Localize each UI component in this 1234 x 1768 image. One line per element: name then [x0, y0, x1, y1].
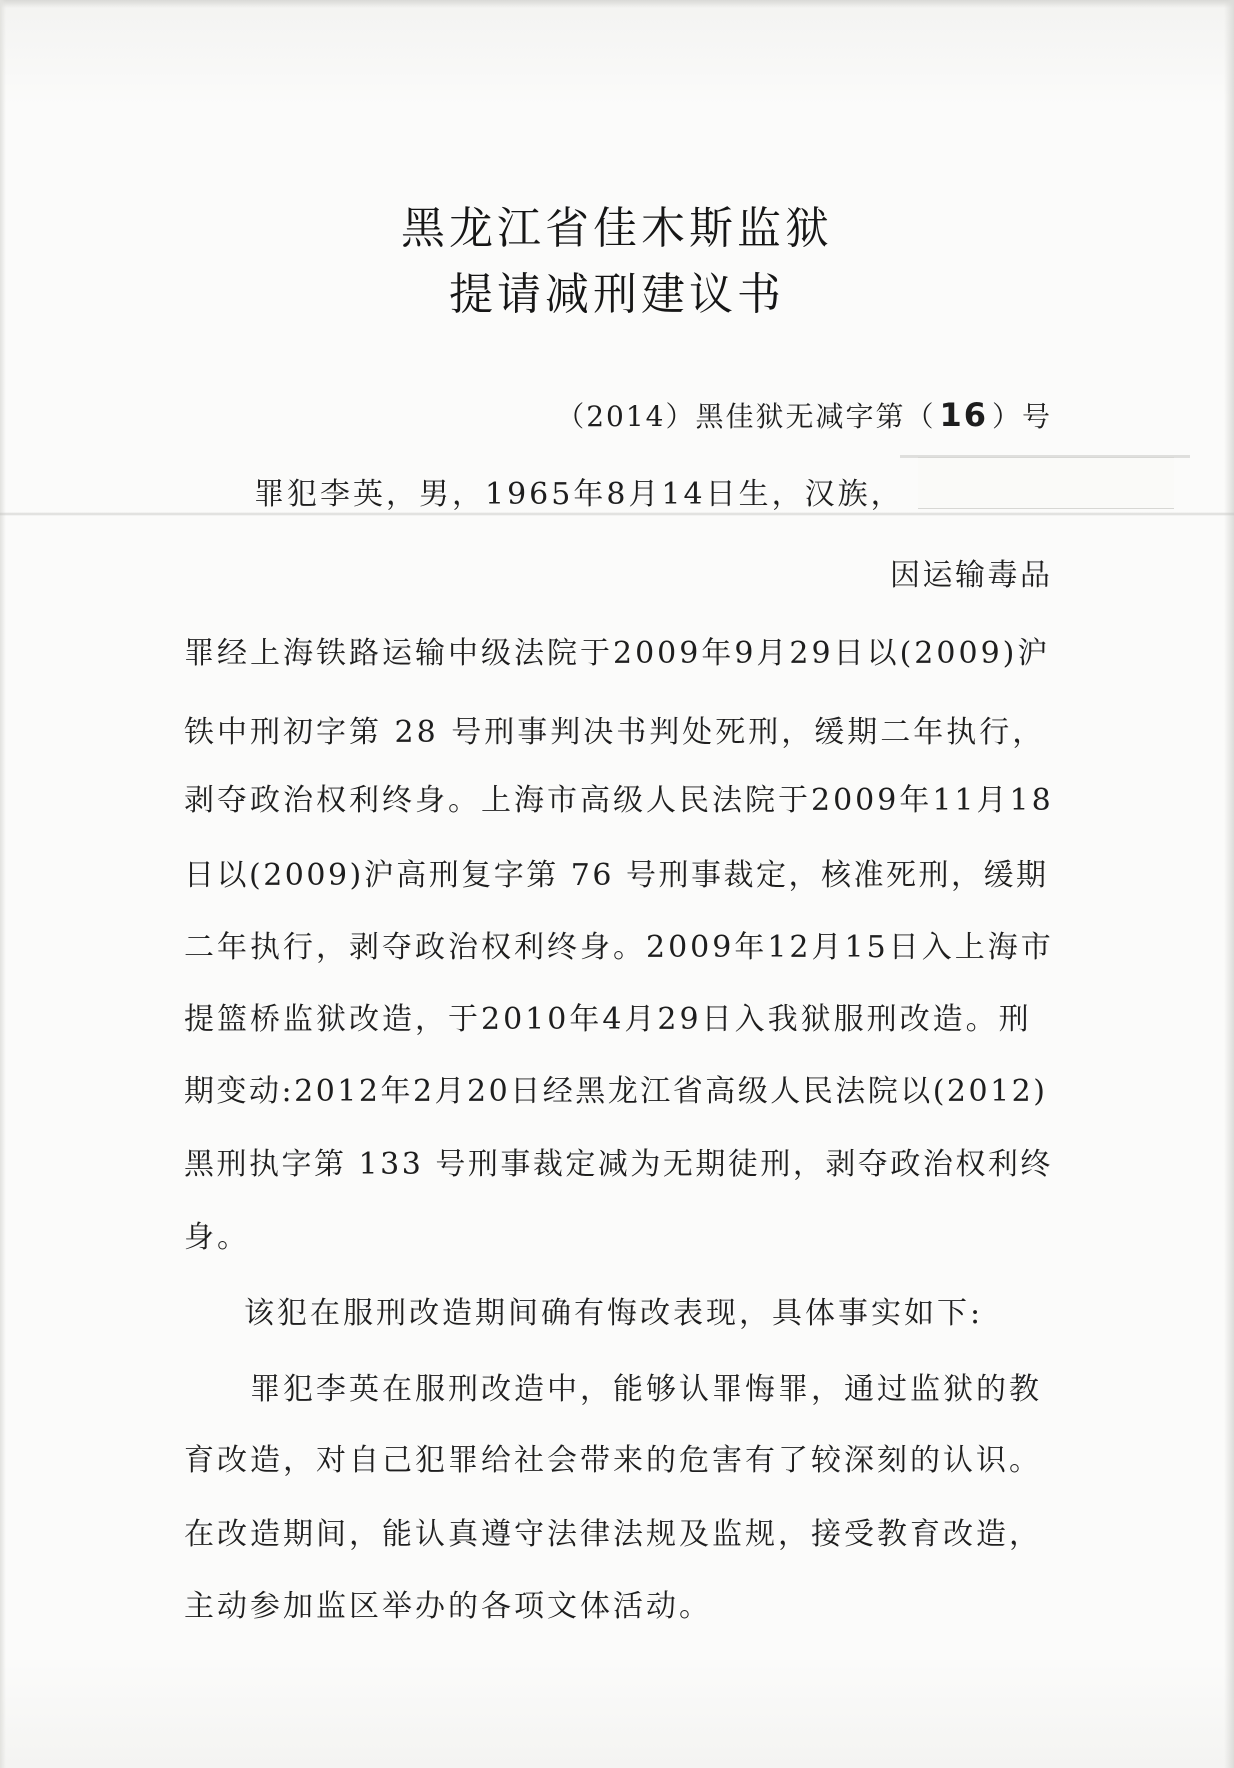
body-line: 黑刑执字第 133 号刑事裁定减为无期徒刑，剥夺政治权利终 [184, 1147, 1053, 1182]
body-line: 因运输毒品 [890, 558, 1053, 593]
body-line: 在改造期间，能认真遵守法律法规及监规，接受教育改造， [184, 1517, 1042, 1552]
document-number-value: 16 [939, 396, 988, 434]
document-number-prefix: （2014）黑佳狱无减字第（ [556, 400, 936, 433]
body-line: 身。 [184, 1220, 250, 1255]
body-line: 提篮桥监狱改造，于2010年4月29日入我狱服刑改造。刑 [184, 1002, 1032, 1037]
document-number [556, 395, 1052, 435]
redaction-patch [918, 457, 1174, 509]
body-line: 罪犯李英在服刑改造中，能够认罪悔罪，通过监狱的教 [250, 1372, 1042, 1407]
body-line: 育改造，对自己犯罪给社会带来的危害有了较深刻的认识。 [184, 1443, 1042, 1478]
document-title-line1: 黑龙江省佳木斯监狱 [401, 203, 833, 254]
document-number-suffix: ）号 [991, 400, 1052, 433]
body-line: 剥夺政治权利终身。上海市高级人民法院于2009年11月18 [184, 783, 1054, 818]
body-line: 罪犯李英，男，1965年8月14日生，汉族， [254, 477, 904, 512]
body-line: 该犯在服刑改造期间确有悔改表现，具体事实如下: [244, 1296, 984, 1331]
scan-edge-top [0, 0, 1234, 8]
body-line: 铁中刑初字第 28 号刑事判决书判处死刑，缓期二年执行， [184, 715, 1046, 750]
body-line: 日以(2009)沪高刑复字第 76 号刑事裁定，核准死刑，缓期 [184, 858, 1049, 893]
document-title-line2: 提请减刑建议书 [449, 269, 785, 320]
body-line: 主动参加监区举办的各项文体活动。 [184, 1589, 712, 1624]
body-line: 罪经上海铁路运输中级法院于2009年9月29日以(2009)沪 [184, 636, 1051, 671]
body-line: 期变动:2012年2月20日经黑龙江省高级人民法院以(2012) [184, 1074, 1048, 1109]
body-line: 二年执行，剥夺政治权利终身。2009年12月15日入上海市 [184, 930, 1054, 965]
